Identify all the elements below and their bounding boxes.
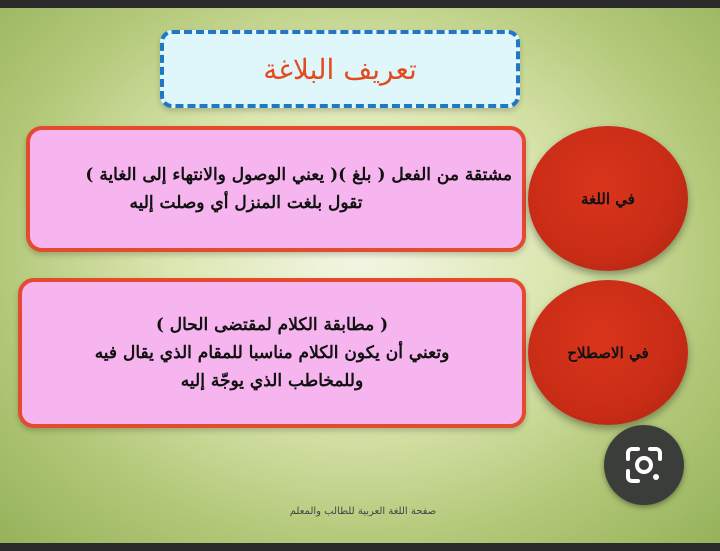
definition-box-terminology	[18, 278, 526, 428]
label-circle-language	[528, 126, 688, 271]
definition-line: مشتقة من الفعل ( بلغ )( يعني الوصول والانتهاء إلى الغاية )	[85, 165, 512, 185]
circle-label: في اللغة	[581, 189, 635, 208]
slide-title: تعريف البلاغة	[263, 52, 417, 86]
lens-button[interactable]	[604, 425, 684, 505]
definition-line: ( مطابقة الكلام لمقتضى الحال )	[155, 315, 389, 335]
definition-line: تقول بلغت المنزل أي وصلت إليه	[129, 193, 363, 213]
circle-label: في الاصطلاح	[567, 343, 649, 362]
label-circle-terminology	[528, 280, 688, 425]
footer-credit: صفحة اللغة العربية للطالب والمعلم	[289, 506, 437, 517]
definition-line: وتعني أن يكون الكلام مناسبا للمقام الذي يقال فيه	[94, 343, 450, 363]
title-box	[160, 30, 520, 108]
definition-box-language	[26, 126, 526, 252]
google-lens-icon	[622, 443, 666, 487]
bottom-bar	[0, 543, 720, 551]
definition-line: وللمخاطب الذي يوجّة إليه	[180, 371, 364, 391]
top-bar	[0, 0, 720, 8]
